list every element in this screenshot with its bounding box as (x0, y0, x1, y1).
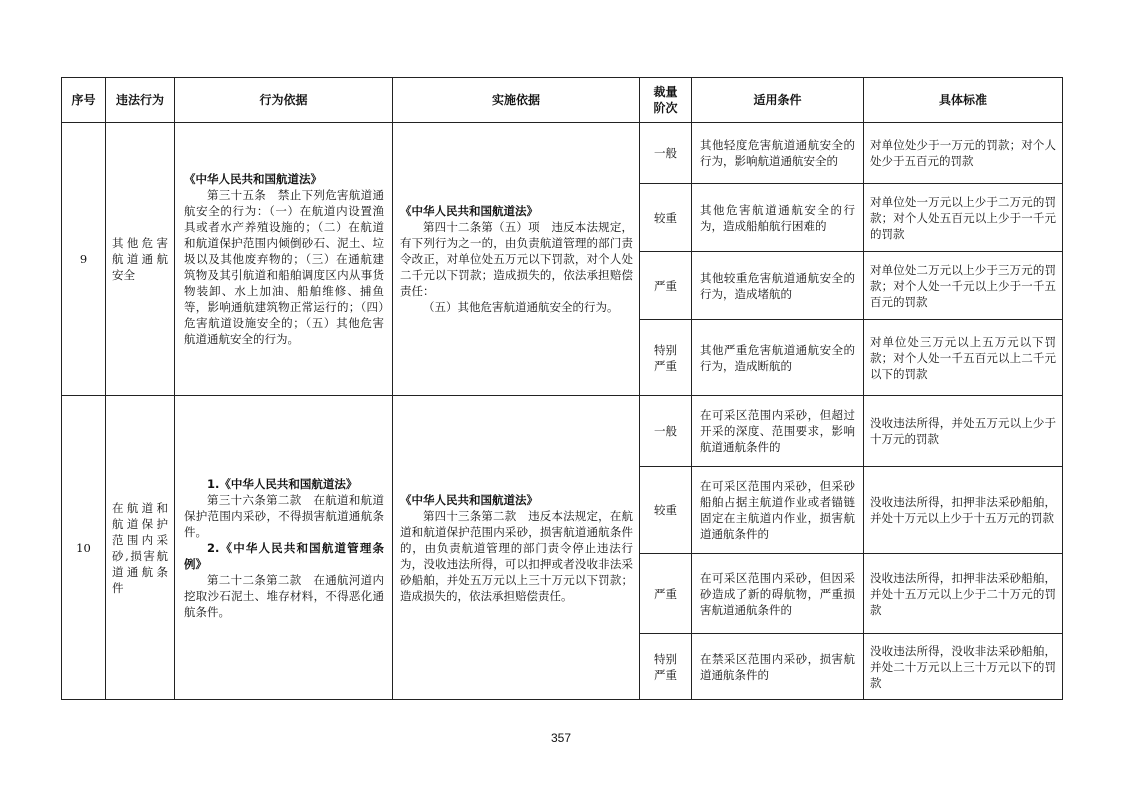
row-basis (175, 396, 393, 700)
header-basis: 行为依据 (175, 78, 393, 123)
row-seq: 9 (62, 123, 106, 396)
standard: 对单位处一万元以上少于二万元的罚款；对个人处五百元以上少于一千元的罚款 (864, 184, 1063, 252)
row-implementation (393, 396, 640, 700)
level: 严重 (640, 554, 692, 634)
row-basis (175, 123, 393, 396)
condition: 在可采区范围内采砂，但因采砂造成了新的碍航物，严重损害航道通航条件的 (692, 554, 864, 634)
level: 特别严重 (640, 320, 692, 396)
header-implementation: 实施依据 (393, 78, 640, 123)
impl-title: 《中华人民共和国航道法》 (400, 492, 538, 507)
standard: 没收违法所得，扣押非法采砂船舶，并处十五万元以上少于二十万元的罚款 (864, 554, 1063, 634)
basis-title: 2.《中华人民共和国航道管理条例》 (184, 540, 384, 571)
row-seq: 10 (62, 396, 106, 700)
basis-text: 第三十五条 禁止下列危害航道通航安全的行为：（一）在航道内设置渔具或者水产养殖设施的；（二）在航道和航道保护范围内倾倒砂石、泥土、垃圾以及其他废弃物的；（三）在通航建筑物及其引航道和船舶调度区内从事货物装卸、水上加油、船舶维修、捕鱼等，影响通航建筑物正常运行的；（四）危害航道设施安全的；（五）其他危害航道通航安全的行为。 (184, 188, 384, 346)
header-discretion: 裁量阶次 (640, 78, 692, 123)
row-implementation (393, 123, 640, 396)
level: 一般 (640, 123, 692, 184)
table-header-row (62, 78, 1063, 123)
condition: 在禁采区范围内采砂，损害航道通航条件的 (692, 634, 864, 700)
standard: 没收违法所得，没收非法采砂船舶，并处二十万元以上三十万元以下的罚款 (864, 634, 1063, 700)
basis-title: 《中华人民共和国航道法》 (184, 172, 322, 186)
level: 严重 (640, 252, 692, 320)
condition: 在可采区范围内采砂，但超过开采的深度、范围要求，影响航道通航条件的 (692, 396, 864, 467)
basis-title: 1.《中华人民共和国航道法》 (207, 476, 358, 491)
level: 较重 (640, 467, 692, 554)
condition: 其他较重危害航道通航安全的行为，造成堵航的 (692, 252, 864, 320)
table-row (62, 396, 1063, 467)
level: 较重 (640, 184, 692, 252)
page-number: 357 (550, 731, 572, 745)
standard: 没收违法所得，并处五万元以上少于十万元的罚款 (864, 396, 1063, 467)
table-row (62, 123, 1063, 184)
impl-text: 第四十二条第（五）项 违反本法规定，有下列行为之一的，由负责航道管理的部门责令改正，对单位处五万元以下罚款，对个人处二千元以下罚款；造成损失的，依法承担赔偿责任： (400, 220, 633, 298)
basis-text: 第二十二条第二款 在通航河道内挖取沙石泥土、堆存材料，不得恶化通航条件。 (184, 572, 384, 619)
row-violation: 其他危害航道通航安全 (106, 123, 175, 396)
row-violation: 在航道和航道保护范围内采砂,损害航道通航条件 (106, 396, 175, 700)
header-seq: 序号 (62, 78, 106, 123)
standard: 对单位处三万元以上五万元以下罚款；对个人处一千五百元以上二千元以下的罚款 (864, 320, 1063, 396)
condition: 在可采区范围内采砂，但采砂船舶占据主航道作业或者锚链固定在主航道内作业，损害航道通航条件的 (692, 467, 864, 554)
condition: 其他轻度危害航道通航安全的行为，影响航道通航安全的 (692, 123, 864, 184)
standard: 对单位处少于一万元的罚款；对个人处少于五百元的罚款 (864, 123, 1063, 184)
level: 特别严重 (640, 634, 692, 700)
impl-item: （五）其他危害航道通航安全的行为。 (423, 300, 619, 314)
level: 一般 (640, 396, 692, 467)
enforcement-table (61, 77, 1063, 700)
basis-text: 第三十六条第二款 在航道和航道保护范围内采砂，不得损害航道通航条件。 (184, 492, 384, 539)
standard: 没收违法所得，扣押非法采砂船舶，并处十万元以上少于十五万元的罚款 (864, 467, 1063, 554)
header-standard: 具体标准 (864, 78, 1063, 123)
impl-title: 《中华人民共和国航道法》 (400, 204, 538, 218)
condition: 其他严重危害航道通航安全的行为，造成断航的 (692, 320, 864, 396)
header-condition: 适用条件 (692, 78, 864, 123)
standard: 对单位处二万元以上少于三万元的罚款；对个人处一千元以上少于一千五百元的罚款 (864, 252, 1063, 320)
header-violation: 违法行为 (106, 78, 175, 123)
condition: 其他危害航道通航安全的行为，造成船舶航行困难的 (692, 184, 864, 252)
impl-text: 第四十三条第二款 违反本法规定，在航道和航道保护范围内采砂，损害航道通航条件的，由负责航道管理的部门责令停止违法行为，没收违法所得，可以扣押或者没收非法采砂船舶，并处五万元以上三十万元以下罚款；造成损失的，依法承担赔偿责任。 (400, 508, 633, 603)
